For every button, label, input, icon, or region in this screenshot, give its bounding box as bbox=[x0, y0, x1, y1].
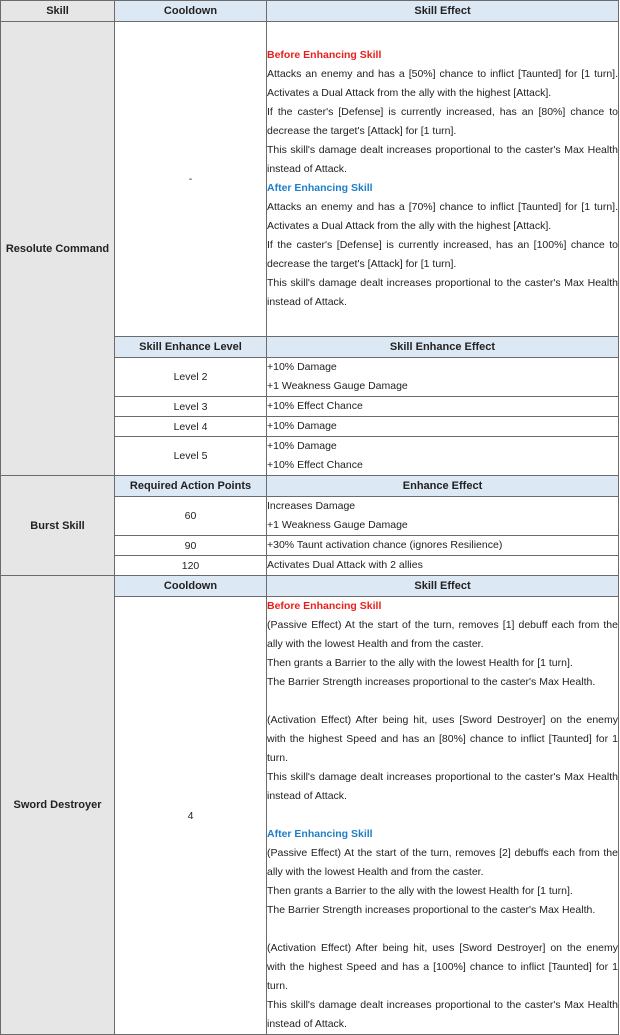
header-cooldown: Cooldown bbox=[115, 576, 267, 597]
effect-line: The Barrier Strength increases proportional to the caster's Max Health. bbox=[267, 904, 596, 916]
effect-line: Attacks an enemy and has a [50%] chance to inflict [Taunted] for [1 turn]. Activates a Dual Attack from the ally with the highest [Attack]. bbox=[267, 68, 618, 99]
enhance-level: Level 3 bbox=[115, 397, 267, 417]
enhance-effect-line: +10% Damage bbox=[267, 361, 337, 373]
enhance-effect-line: +1 Weakness Gauge Damage bbox=[267, 380, 408, 392]
header-skill-effect: Skill Effect bbox=[267, 576, 619, 597]
effect-line: Then grants a Barrier to the ally with the lowest Health for [1 turn]. bbox=[267, 657, 573, 669]
effect-line: This skill's damage dealt increases proportional to the caster's Max Health instead of Attack. bbox=[267, 144, 618, 175]
burst-effect: Activates Dual Attack with 2 allies bbox=[267, 556, 619, 576]
spacer bbox=[267, 920, 618, 939]
skill-name-burst-skill: Burst Skill bbox=[1, 476, 115, 576]
before-enhancing-label: Before Enhancing Skill bbox=[267, 49, 382, 61]
enhance-level: Level 4 bbox=[115, 417, 267, 437]
enhance-level: Level 5 bbox=[115, 437, 267, 476]
effect-line: This skill's damage dealt increases proportional to the caster's Max Health instead of Attack. bbox=[267, 999, 618, 1030]
effect-line: (Activation Effect) After being hit, uses [Sword Destroyer] on the enemy with the highest Speed and has a [100%] chance to inflict [Taunted] for 1 turn. bbox=[267, 942, 618, 992]
enhance-effect-line: +10% Effect Chance bbox=[267, 459, 363, 471]
spacer bbox=[267, 692, 618, 711]
effect-line: (Passive Effect) At the start of the turn, removes [2] debuffs each from the ally with the lowest Health and from the caster. bbox=[267, 847, 618, 878]
before-enhancing-label: Before Enhancing Skill bbox=[267, 600, 382, 612]
header-skill: Skill bbox=[1, 1, 115, 22]
burst-effect-line: +1 Weakness Gauge Damage bbox=[267, 519, 408, 531]
effect-line: Then grants a Barrier to the ally with the lowest Health for [1 turn]. bbox=[267, 885, 573, 897]
burst-effect-line: Increases Damage bbox=[267, 500, 356, 512]
enhance-effect-line: +10% Damage bbox=[267, 440, 337, 452]
header-cooldown: Cooldown bbox=[115, 1, 267, 22]
sword-effect bbox=[267, 597, 619, 1035]
resolute-cooldown: - bbox=[115, 22, 267, 337]
burst-header-row bbox=[1, 476, 619, 497]
header-required-action-points: Required Action Points bbox=[115, 476, 267, 497]
effect-line: If the caster's [Defense] is currently increased, has an [80%] chance to decrease the target's [Attack] for [1 turn]. bbox=[267, 106, 618, 137]
effect-line: This skill's damage dealt increases proportional to the caster's Max Health instead of Attack. bbox=[267, 277, 618, 308]
resolute-effect bbox=[267, 22, 619, 337]
header-skill-enhance-level: Skill Enhance Level bbox=[115, 337, 267, 358]
after-enhancing-label: After Enhancing Skill bbox=[267, 828, 373, 840]
burst-effect bbox=[267, 497, 619, 536]
enhance-level: Level 2 bbox=[115, 358, 267, 397]
effect-line: (Activation Effect) After being hit, uses [Sword Destroyer] on the enemy with the highest Speed and has an [80%] chance to inflict [Taunted] for 1 turn. bbox=[267, 714, 618, 764]
effect-line: The Barrier Strength increases proportional to the caster's Max Health. bbox=[267, 676, 596, 688]
table-header-row bbox=[1, 1, 619, 22]
effect-line: Attacks an enemy and has a [70%] chance to inflict [Taunted] for [1 turn]. Activates a Dual Attack from the ally with the highest [Attack]. bbox=[267, 201, 618, 232]
resolute-main-row bbox=[1, 22, 619, 337]
skill-name-resolute-command: Resolute Command bbox=[1, 22, 115, 476]
effect-line: (Passive Effect) At the start of the turn, removes [1] debuff each from the ally with the lowest Health and from the caster. bbox=[267, 619, 618, 650]
skill-name-sword-destroyer: Sword Destroyer bbox=[1, 576, 115, 1035]
enhance-effect: +10% Effect Chance bbox=[267, 397, 619, 417]
action-points: 90 bbox=[115, 536, 267, 556]
sword-cooldown: 4 bbox=[115, 597, 267, 1035]
effect-line: If the caster's [Defense] is currently increased, has an [100%] chance to decrease the target's [Attack] for [1 turn]. bbox=[267, 239, 618, 270]
effect-line: This skill's damage dealt increases proportional to the caster's Max Health instead of Attack. bbox=[267, 771, 618, 802]
enhance-effect: +10% Damage bbox=[267, 417, 619, 437]
header-skill-effect: Skill Effect bbox=[267, 1, 619, 22]
burst-effect: +30% Taunt activation chance (ignores Resilience) bbox=[267, 536, 619, 556]
header-skill-enhance-effect: Skill Enhance Effect bbox=[267, 337, 619, 358]
enhance-effect bbox=[267, 358, 619, 397]
header-enhance-effect: Enhance Effect bbox=[267, 476, 619, 497]
enhance-effect bbox=[267, 437, 619, 476]
action-points: 120 bbox=[115, 556, 267, 576]
spacer bbox=[267, 806, 618, 825]
after-enhancing-label: After Enhancing Skill bbox=[267, 182, 373, 194]
action-points: 60 bbox=[115, 497, 267, 536]
sword-header-row bbox=[1, 576, 619, 597]
